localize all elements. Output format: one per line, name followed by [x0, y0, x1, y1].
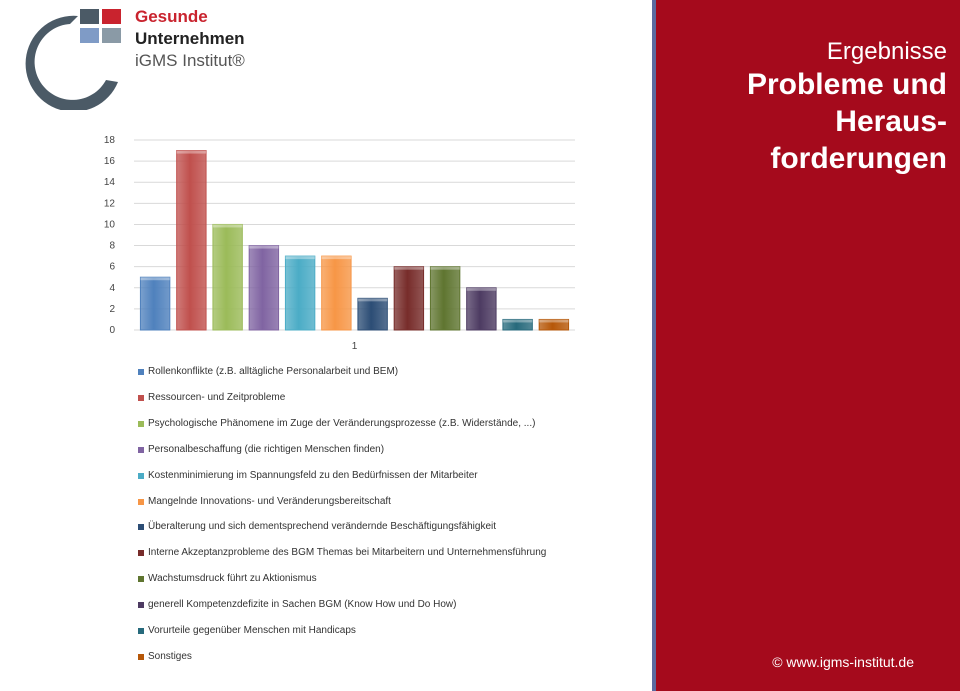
legend-swatch — [138, 473, 144, 479]
brand-line-1: Gesunde — [135, 7, 208, 26]
y-tick-label: 0 — [109, 325, 115, 336]
legend-label: Ressourcen- und Zeitprobleme — [148, 391, 286, 403]
bar — [322, 256, 351, 330]
bar-highlight — [430, 267, 459, 270]
bar — [249, 246, 278, 330]
legend-swatch — [138, 654, 144, 660]
panel-title-line: forderungen — [770, 142, 947, 175]
legend-swatch — [138, 369, 144, 375]
y-tick-label: 14 — [103, 177, 115, 189]
bar — [467, 288, 496, 330]
bar-highlight — [177, 151, 206, 154]
brand-line-2: Unternehmen — [135, 29, 245, 48]
bar-highlight — [503, 319, 532, 322]
bar-chart — [0, 0, 600, 360]
legend-label: Überalterung und sich dementsprechend verändernde Beschäftigungsfähigkeit — [148, 521, 497, 533]
bar-highlight — [394, 267, 423, 270]
bar-highlight — [322, 256, 351, 259]
bar-highlight — [358, 298, 387, 301]
panel-subtitle: Ergebnisse — [826, 38, 947, 65]
bar-highlight — [213, 224, 242, 227]
bar — [213, 224, 242, 330]
legend-swatch — [138, 499, 144, 505]
legend-label: Sonstiges — [148, 650, 192, 662]
bar-highlight — [285, 256, 314, 259]
legend-swatch — [138, 421, 144, 427]
bar — [140, 277, 169, 330]
panel-title-line: Heraus- — [835, 105, 947, 138]
title-panel — [652, 0, 960, 691]
panel-title-line: Probleme und — [746, 68, 947, 101]
legend-swatch — [138, 395, 144, 401]
bar-highlight — [249, 246, 278, 249]
legend-label: Interne Akzeptanzprobleme des BGM Themas bei Mitarbeitern und Unternehmensführung — [148, 547, 547, 559]
legend-swatch — [138, 447, 144, 453]
brand-line-3: iGMS Institut® — [135, 51, 245, 70]
legend-label: Rollenkonflikte (z.B. alltägliche Personalarbeit und BEM) — [148, 366, 399, 377]
y-tick-label: 12 — [103, 198, 115, 210]
panel-title — [667, 66, 947, 177]
bar — [285, 256, 314, 330]
legend-label: Psychologische Phänomene im Zuge der Veränderungsprozesse (z.B. Widerstände, ...) — [148, 417, 536, 429]
legend-swatch — [138, 602, 144, 608]
legend-label: generell Kompetenzdefizite in Sachen BGM (Know How und Do How) — [148, 599, 457, 611]
legend-swatch — [138, 628, 144, 634]
y-tick-label: 6 — [109, 261, 115, 273]
y-tick-label: 18 — [103, 135, 115, 146]
bar-highlight — [539, 319, 568, 322]
bar-highlight — [140, 277, 169, 280]
legend-swatch — [138, 524, 144, 530]
bar — [430, 267, 459, 330]
legend-label: Vorurteile gegenüber Menschen mit Handicaps — [148, 625, 356, 636]
x-tick-label: 1 — [351, 341, 358, 352]
y-tick-label: 16 — [103, 156, 115, 168]
y-tick-label: 8 — [109, 240, 115, 252]
bar — [358, 298, 387, 330]
y-tick-label: 2 — [109, 303, 115, 315]
legend-label: Wachstumsdruck führt zu Aktionismus — [148, 573, 317, 585]
legend-swatch — [138, 550, 144, 556]
y-tick-label: 4 — [109, 282, 115, 294]
legend-swatch — [138, 576, 144, 582]
bar-highlight — [467, 288, 496, 291]
bar — [177, 151, 206, 330]
panel-footer: © www.igms-institut.de — [772, 654, 914, 670]
legend-label: Personalbeschaffung (die richtigen Menschen finden) — [148, 443, 385, 455]
legend-label: Kostenminimierung im Spannungsfeld zu den Bedürfnissen der Mitarbeiter — [148, 469, 478, 481]
bar — [394, 267, 423, 330]
legend-label: Mangelnde Innovations- und Veränderungsbereitschaft — [148, 495, 391, 507]
y-tick-label: 10 — [103, 219, 115, 231]
